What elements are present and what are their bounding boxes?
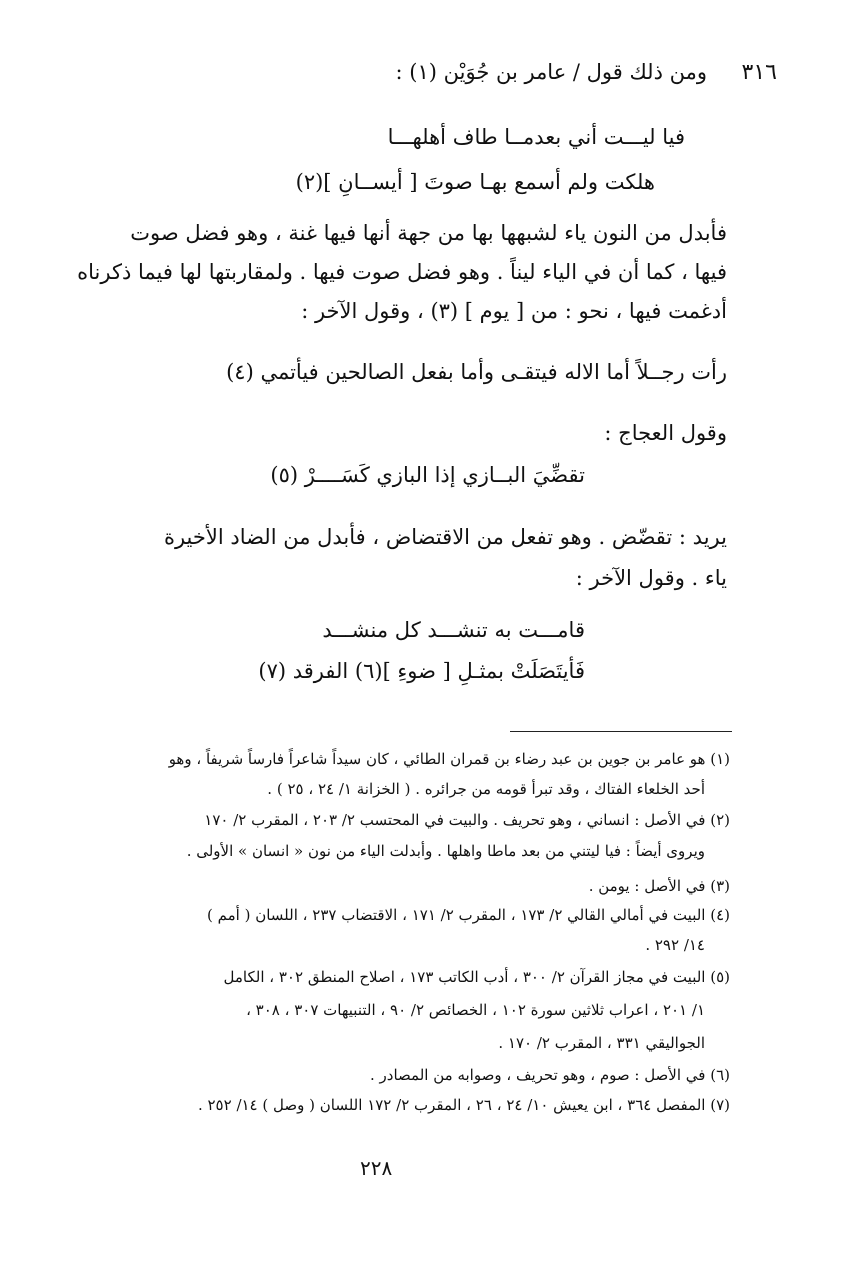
footnote-line: (٦) في الأصل : صوم ، وهو تحريف ، وصوابه من المصادر . <box>370 1066 730 1084</box>
page-number: ٢٢٨ <box>360 1156 393 1180</box>
footnote-line: ويروى أيضاً : فيا ليتني من بعد ماطا واهلها . وأبدلت الياء من نون « انسان » الأولى . <box>186 842 705 860</box>
verse-line: فيا ليـــت أني بعدمــا طاف أهلهـــا <box>387 125 685 149</box>
footnote-line: ١/ ٢٠١ ، اعراب ثلاثين سورة ١٠٢ ، الخصائص ٢/ ٩٠ ، التنبيهات ٣٠٧ ، ٣٠٨ ، <box>246 1001 705 1019</box>
folio-number: ٣١٦ <box>741 60 777 85</box>
body-text-line: وقول العجاج : <box>604 421 727 445</box>
footnote-line: (٢) في الأصل : انساني ، وهو تحريف . والبيت في المحتسب ٢/ ٢٠٣ ، المقرب ٢/ ١٧٠ <box>204 811 730 829</box>
footnote-line: أحد الخلعاء الفتاك ، وقد تبرأ قومه من جرائره . ( الخزانة ١/ ٢٤ ، ٢٥ ) . <box>267 780 705 798</box>
verse-line: فَأيتَصَلَتْ بمثـلِ [ ضوءِ ](٦) الفرقد (٧) <box>258 659 585 683</box>
body-text-line: أدغمت فيها ، نحو : من [ يوم ] (٣) ، وقول الآخر : <box>301 299 727 323</box>
verse-line: قامـــت به تنشـــد كل منشـــد <box>322 618 585 642</box>
body-text-line: ياء . وقول الآخر : <box>575 566 727 590</box>
body-text-line: فأبدل من النون ياء لشبهها بها من جهة أنها فيها غنة ، وهو فضل صوت <box>130 221 727 245</box>
footnote-line: (٣) في الأصل : يومن . <box>588 877 730 895</box>
verse-line: رأت رجــلاً أما الاله فيتقـى وأما بفعل الصالحين فيأتمي (٤) <box>226 360 727 384</box>
section-intro-line: ومن ذلك قول / عامر بن جُوَيْن (١) : <box>395 60 707 84</box>
footnote-line: (٤) البيت في أمالي القالي ٢/ ١٧٣ ، المقرب ٢/ ١٧١ ، الاقتضاب ٢٣٧ ، اللسان ( أمم ) <box>207 906 730 924</box>
verse-line: هلكت ولم أسمع بهـا صوتَ [ أيســانِ ](٢) <box>295 170 655 194</box>
footnote-line: (٧) المفصل ٣٦٤ ، ابن يعيش ١٠/ ٢٤ ، ٢٦ ، المقرب ٢/ ١٧٢ اللسان ( وصل ) ١٤/ ٢٥٢ . <box>197 1096 730 1114</box>
footnote-divider <box>510 731 732 732</box>
body-text-line: يريد : تقضّض . وهو تفعل من الاقتضاض ، فأبدل من الضاد الأخيرة <box>163 525 727 549</box>
footnote-line: الجواليقي ٣٣١ ، المقرب ٢/ ١٧٠ . <box>498 1034 705 1052</box>
footnote-line: (١) هو عامر بن جوين بن عبد رضاء بن قمران الطائي ، كان سيداً شاعراً فارساً شريفاً ، وهو <box>168 750 730 768</box>
body-text-line: فيها ، كما أن في الياء ليناً . وهو فضل صوت فيها . ولمقاربتها لها فيما ذكرناه <box>77 260 727 284</box>
footnote-line: ١٤/ ٢٩٢ . <box>645 936 705 954</box>
verse-line: تقضِّيَ البــازي إذا البازي كَسَــــرْ (٥) <box>270 463 585 487</box>
footnote-line: (٥) البيت في مجاز القرآن ٢/ ٣٠٠ ، أدب الكاتب ١٧٣ ، اصلاح المنطق ٣٠٢ ، الكامل <box>223 968 730 986</box>
